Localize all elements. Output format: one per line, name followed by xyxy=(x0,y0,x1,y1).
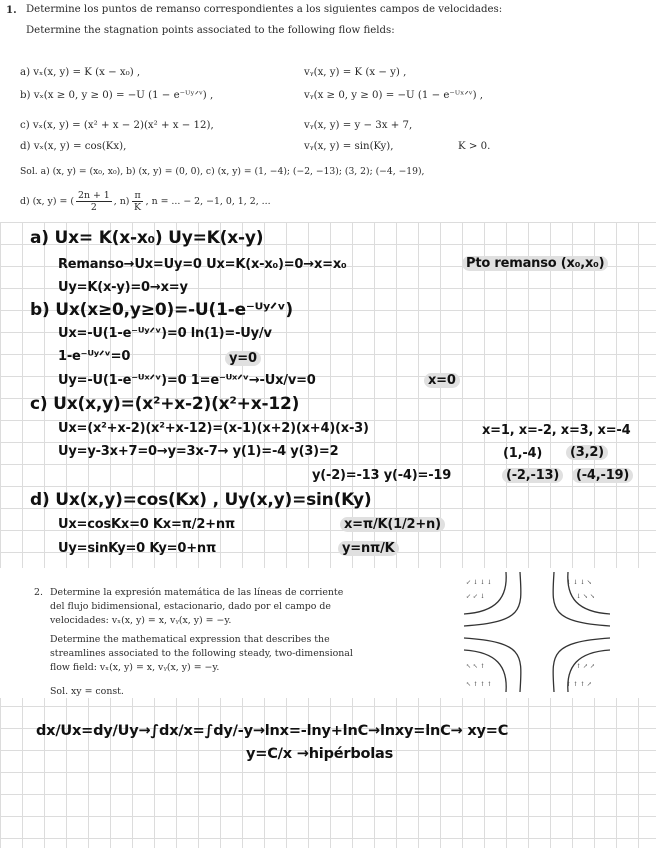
svg-text:↓ ↘ ↘: ↓ ↘ ↘ xyxy=(576,593,595,600)
hw-b-result-x: x=0 xyxy=(424,373,460,388)
hw-a-line3: Uy=K(x-y)=0→x=y xyxy=(58,280,188,295)
hw-problem2-line1: dx/Ux=dy/Uy→∫dx/x=∫dy/-y→lnx=-lny+lnC→lnxy=lnC→ xy=C xyxy=(36,723,509,739)
problem1-a-x: a) vₓ(x, y) = K (x − x₀) , xyxy=(20,67,141,78)
hw-d-line2: Ux=cosKx=0 Kx=π/2+nπ xyxy=(58,517,235,532)
hw-d-line3: Uy=sinKy=0 Ky=0+nπ xyxy=(58,541,217,556)
solution-d-fraction2-num: π xyxy=(134,189,141,201)
problem1-number: 1. xyxy=(6,4,17,16)
problem1-c-x: c) vₓ(x, y) = (x² + x − 2)(x² + x − 12), xyxy=(20,120,214,131)
problem2-en-line1: Determine the mathematical expression that describes the xyxy=(50,634,330,645)
solution-d-fraction-num: 2n + 1 xyxy=(77,189,110,201)
streamline-plot xyxy=(456,568,618,696)
svg-text:↙ ↓ ↓ ↓: ↙ ↓ ↓ ↓ xyxy=(466,579,492,586)
hw-c-line3: Uy=y-3x+7=0→y=3x-7→ y(1)=-4 y(3)=2 xyxy=(58,444,339,459)
problem1-b-x: b) vₓ(x ≥ 0, y ≥ 0) = −U (1 − e⁻ᵁʸᐟᵛ) , xyxy=(20,90,214,101)
hw-c-line2: Ux=(x²+x-2)(x²+x-12)=(x-1)(x+2)(x+4)(x-3) xyxy=(58,421,369,436)
hw-b-line3: 1-e⁻ᵁʸᐟᵛ=0 xyxy=(58,349,131,364)
solution-d-fraction2 xyxy=(132,190,142,213)
hw-problem2-line2: y=C/x →hipérbolas xyxy=(246,746,394,762)
hw-b-line2: Ux=-U(1-e⁻ᵁʸᐟᵛ)=0 ln(1)=-Uy/v xyxy=(58,326,272,341)
hw-d-line1: d) Ux(x,y)=cos(Kx) , Uy(x,y)=sin(Ky) xyxy=(30,490,372,510)
svg-text:↓ ↓ ↓ ↘: ↓ ↓ ↓ ↘ xyxy=(566,579,592,586)
hw-b-line4: Uy=-U(1-e⁻ᵁˣᐟᵛ)=0 1=e⁻ᵁˣᐟᵛ→-Ux/v=0 xyxy=(58,373,316,388)
problem1-d-x: d) vₓ(x, y) = cos(Kx), xyxy=(20,141,127,152)
problem1-title-es: Determine los puntos de remanso correspondientes a los siguientes campos de velocidades: xyxy=(26,4,503,15)
problem1-solutions: Sol. a) (x, y) = (x₀, x₀), b) (x, y) = (0, 0), c) (x, y) = (1, −4); (−2, −13); (3, 2); (−4, −19), xyxy=(20,166,425,177)
problem2-solution: Sol. xy = const. xyxy=(50,686,124,697)
problem1-d-condition: K > 0. xyxy=(458,141,491,152)
hw-c-point-1: (3,2) xyxy=(566,445,608,460)
hw-a-line2: Remanso→Ux=Uy=0 Ux=K(x-x₀)=0→x=x₀ xyxy=(58,257,347,272)
solution-d-prefix: d) (x, y) = ( xyxy=(20,195,74,207)
solution-d-fraction2-den: K xyxy=(134,201,142,213)
problem1-c-y: vᵧ(x, y) = y − 3x + 7, xyxy=(304,120,413,131)
hw-c-line1: c) Ux(x,y)=(x²+x-2)(x²+x-12) xyxy=(30,394,300,414)
hw-b-line1: b) Ux(x≥0,y≥0)=-U(1-e⁻ᵁʸᐟᵛ) xyxy=(30,300,293,320)
problem2-es-line2: del flujo bidimensional, estacionario, dado por el campo de xyxy=(50,601,331,612)
svg-text:↑ ↗ ↗: ↑ ↗ ↗ xyxy=(576,663,595,670)
problem2-es-line1: Determine la expresión matemática de las líneas de corriente xyxy=(50,587,344,598)
svg-text:↖ ↑ ↑ ↑: ↖ ↑ ↑ ↑ xyxy=(466,681,492,688)
problem2-en-line3: flow field: vₓ(x, y) = x, vᵧ(x, y) = −y. xyxy=(50,662,220,673)
problem2-en-line2: streamlines associated to the following steady, two-dimensional xyxy=(50,648,353,659)
solution-d-fraction-den: 2 xyxy=(90,201,97,213)
svg-text:↙ ↙ ↓: ↙ ↙ ↓ xyxy=(466,593,485,600)
problem1-b-y: vᵧ(x ≥ 0, y ≥ 0) = −U (1 − e⁻ᵁˣᐟᵛ) , xyxy=(304,90,484,101)
svg-text:↑ ↑ ↑ ↗: ↑ ↑ ↑ ↗ xyxy=(566,681,592,688)
problem2-number: 2. xyxy=(34,587,43,598)
solution-d-n-range: , n = ... − 2, −1, 0, 1, 2, ... xyxy=(145,195,271,207)
hw-c-point-4: (-4,-19) xyxy=(572,468,633,483)
problem2-es-line3: velocidades: vₓ(x, y) = x, vᵧ(x, y) = −y. xyxy=(50,615,232,626)
solution-d-mid: , n) xyxy=(113,195,130,207)
hw-d-result-x: x=π/K(1/2+n) xyxy=(340,517,445,532)
problem1-a-y: vᵧ(x, y) = K (x − y) , xyxy=(304,67,407,78)
hw-c-line4: y(-2)=-13 y(-4)=-19 xyxy=(312,468,452,483)
svg-text:↖ ↖ ↑: ↖ ↖ ↑ xyxy=(466,663,485,670)
problem1-d-y: vᵧ(x, y) = sin(Ky), xyxy=(304,141,394,152)
hw-a-line1: a) Ux= K(x-x₀) Uy=K(x-y) xyxy=(30,228,264,248)
hw-a-stagnation-point: Pto remanso (x₀,x₀) xyxy=(462,256,608,271)
hw-b-result-y: y=0 xyxy=(225,351,261,366)
solution-d-fraction xyxy=(76,190,112,213)
hw-c-point-2: (1,-4) xyxy=(503,446,543,461)
hw-d-result-y: y=nπ/K xyxy=(338,541,399,556)
problem1-solution-d xyxy=(20,182,271,220)
problem1-title-en: Determine the stagnation points associated to the following flow fields: xyxy=(26,25,395,36)
hw-c-point-3: (-2,-13) xyxy=(502,468,563,483)
hw-c-roots: x=1, x=-2, x=3, x=-4 xyxy=(482,423,631,438)
